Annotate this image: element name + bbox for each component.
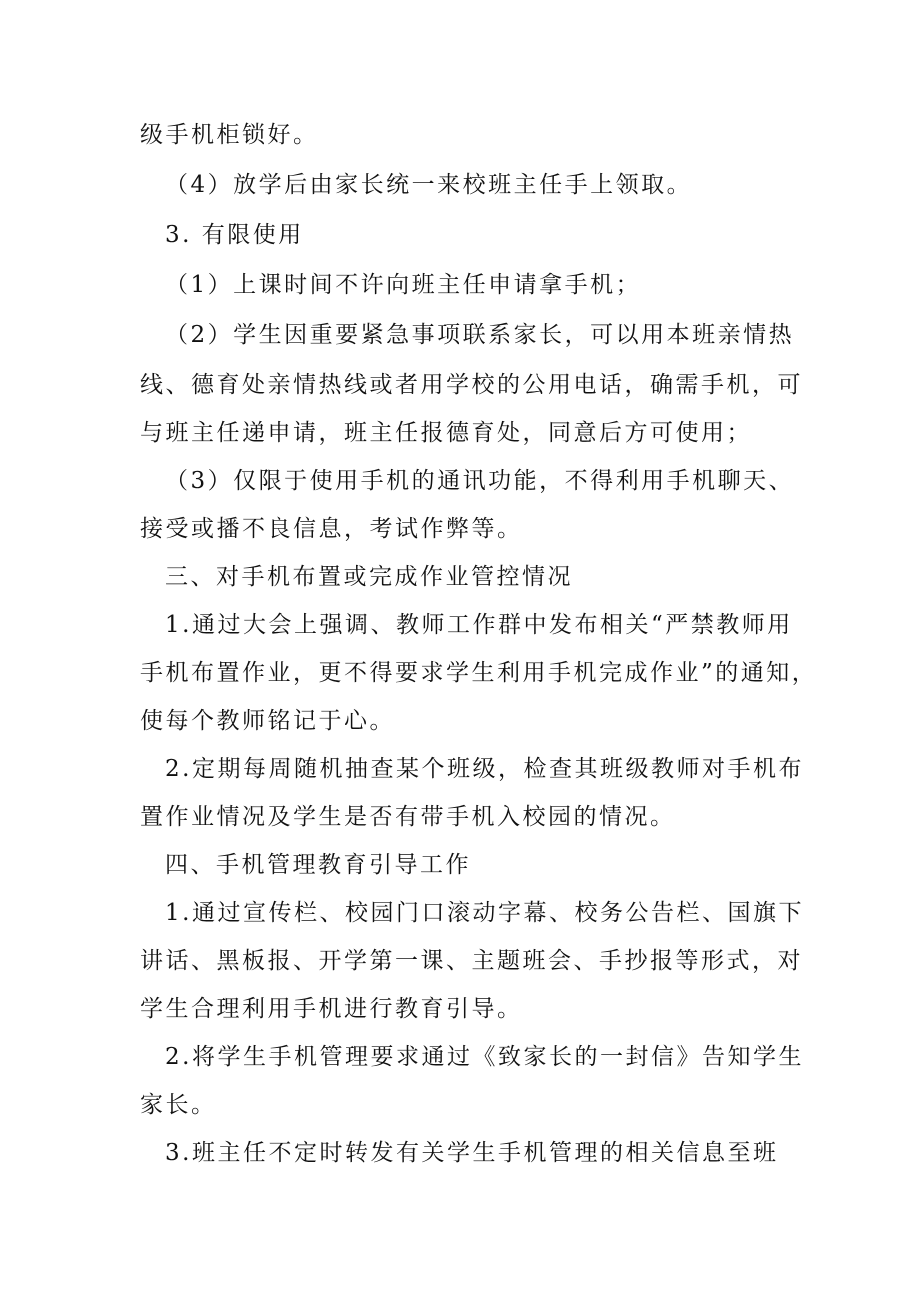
section-heading: 四、手机管理教育引导工作 (165, 852, 471, 878)
paragraph-line: （1）上课时间不许向班主任申请拿手机； (165, 272, 642, 298)
section-heading: 三、对手机布置或完成作业管控情况 (165, 564, 573, 590)
paragraph-line: （3）仅限于使用手机的通讯功能，不得利用手机聊天、 (165, 468, 795, 494)
paragraph-line: （2）学生因重要紧急事项联系家长，可以用本班亲情热 (165, 322, 795, 348)
paragraph-line: 线、德育处亲情热线或者用学校的公用电话，确需手机，可 (140, 372, 803, 398)
paragraph-line: （4）放学后由家长统一来校班主任手上领取。 (165, 172, 693, 198)
section-heading: 3. 有限使用 (165, 222, 304, 248)
paragraph-line: 2.将学生手机管理要求通过《致家长的一封信》告知学生 (165, 1044, 804, 1070)
paragraph-line: 学生合理利用手机进行教育引导。 (140, 996, 523, 1022)
paragraph-line: 3.班主任不定时转发有关学生手机管理的相关信息至班 (165, 1140, 779, 1166)
paragraph-line: 1.通过大会上强调、教师工作群中发布相关“严禁教师用 (165, 612, 793, 638)
paragraph-line: 接受或播不良信息，考试作弊等。 (140, 516, 523, 542)
paragraph-line: 与班主任递申请，班主任报德育处，同意后方可使用； (140, 420, 752, 446)
paragraph-line: 讲话、黑板报、开学第一课、主题班会、手抄报等形式，对 (140, 948, 803, 974)
paragraph-line: 级手机柜锁好。 (140, 122, 319, 148)
paragraph-line: 1.通过宣传栏、校园门口滚动字幕、校务公告栏、国旗下 (165, 900, 804, 926)
paragraph-line: 置作业情况及学生是否有带手机入校园的情况。 (140, 804, 676, 830)
paragraph-line: 家长。 (140, 1092, 217, 1118)
paragraph-line: 使每个教师铭记于心。 (140, 708, 395, 734)
paragraph-line: 手机布置作业，更不得要求学生利用手机完成作业”的通知， (140, 660, 818, 686)
paragraph-line: 2.定期每周随机抽查某个班级，检查其班级教师对手机布 (165, 756, 804, 782)
